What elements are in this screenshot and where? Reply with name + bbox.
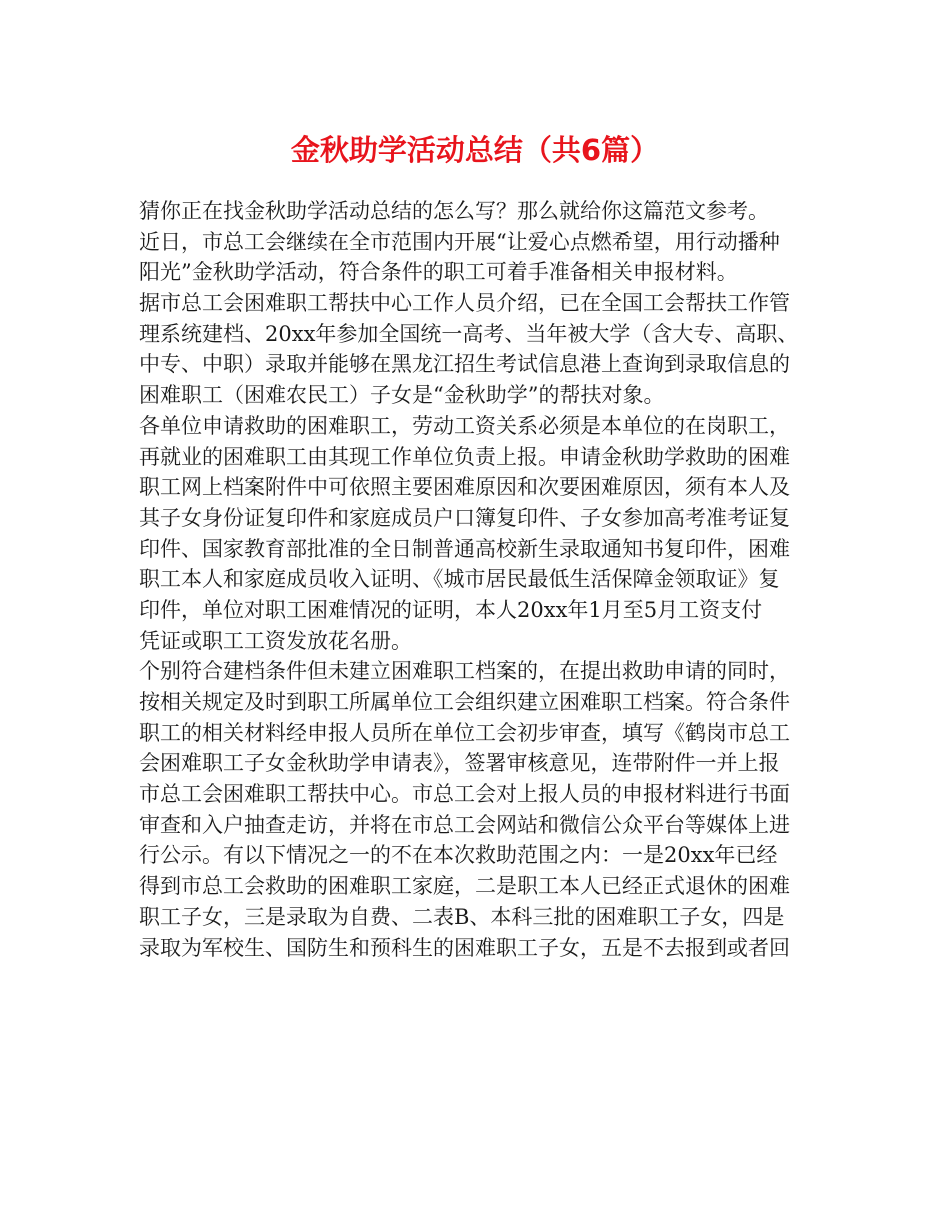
text-line: 猜你正在找金秋助学活动总结的怎么写？那么就给你这篇范文参考。 xyxy=(139,199,769,223)
text-line: 再就业的困难职工由其现工作单位负责上报。申请金秋助学救助的困难 xyxy=(139,444,790,469)
text-line: 各单位申请救助的困难职工，劳动工资关系必须是本单位的在岗职工， xyxy=(139,413,790,438)
text-line: 近日，市总工会继续在全市范围内开展“让爱心点燃希望，用行动播种 xyxy=(139,229,780,254)
document-title: 金秋助学活动总结（共6篇） xyxy=(290,133,660,167)
text-line: 得到市总工会救助的困难职工家庭，二是职工本人已经正式退休的困难 xyxy=(139,874,790,899)
text-line: 职工子女，三是录取为自费、二表B、本科三批的困难职工子女，四是 xyxy=(139,904,785,929)
text-line: 行公示。有以下情况之一的不在本次救助范围之内：一是20xx年已经 xyxy=(139,843,778,868)
text-line: 职工本人和家庭成员收入证明、《城市居民最低生活保障金领取证》复 xyxy=(139,567,780,592)
text-line: 职工的相关材料经申报人员所在单位工会初步审查，填写《鹤岗市总工 xyxy=(139,720,790,745)
text-line: 市总工会困难职工帮扶中心。市总工会对上报人员的申报材料进行书面 xyxy=(139,782,790,807)
text-line: 阳光”金秋助学活动，符合条件的职工可着手准备相关申报材料。 xyxy=(139,260,738,285)
text-line: 中专、中职）录取并能够在黑龙江招生考试信息港上查询到录取信息的 xyxy=(139,352,790,377)
text-line: 据市总工会困难职工帮扶中心工作人员介绍，已在全国工会帮扶工作管 xyxy=(139,291,790,316)
text-line: 印件、国家教育部批准的全日制普通高校新生录取通知书复印件，困难 xyxy=(139,536,790,561)
text-line: 个别符合建档条件但未建立困难职工档案的，在提出救助申请的同时， xyxy=(139,659,790,684)
text-line: 审查和入户抽查走访，并将在市总工会网站和微信公众平台等媒体上进 xyxy=(139,812,790,837)
text-line: 按相关规定及时到职工所属单位工会组织建立困难职工档案。符合条件 xyxy=(139,690,790,714)
text-line: 录取为军校生、国防生和预科生的困难职工子女，五是不去报到或者回 xyxy=(139,935,790,960)
text-line: 凭证或职工工资发放花名册。 xyxy=(139,628,412,653)
text-line: 职工网上档案附件中可依照主要困难原因和次要困难原因，须有本人及 xyxy=(139,475,790,500)
document-body xyxy=(139,196,819,963)
text-line: 印件，单位对职工困难情况的证明，本人20xx年1月至5月工资支付 xyxy=(139,597,763,622)
text-line: 会困难职工子女金秋助学申请表》，签署审核意见，连带附件一并上报 xyxy=(139,751,780,776)
text-line: 其子女身份证复印件和家庭成员户口簿复印件、子女参加高考准考证复 xyxy=(139,505,790,530)
text-line: 困难职工（困难农民工）子女是“金秋助学”的帮扶对象。 xyxy=(139,383,665,408)
text-line: 理系统建档、20xx年参加全国统一高考、当年被大学（含大专、高职、 xyxy=(139,321,799,346)
